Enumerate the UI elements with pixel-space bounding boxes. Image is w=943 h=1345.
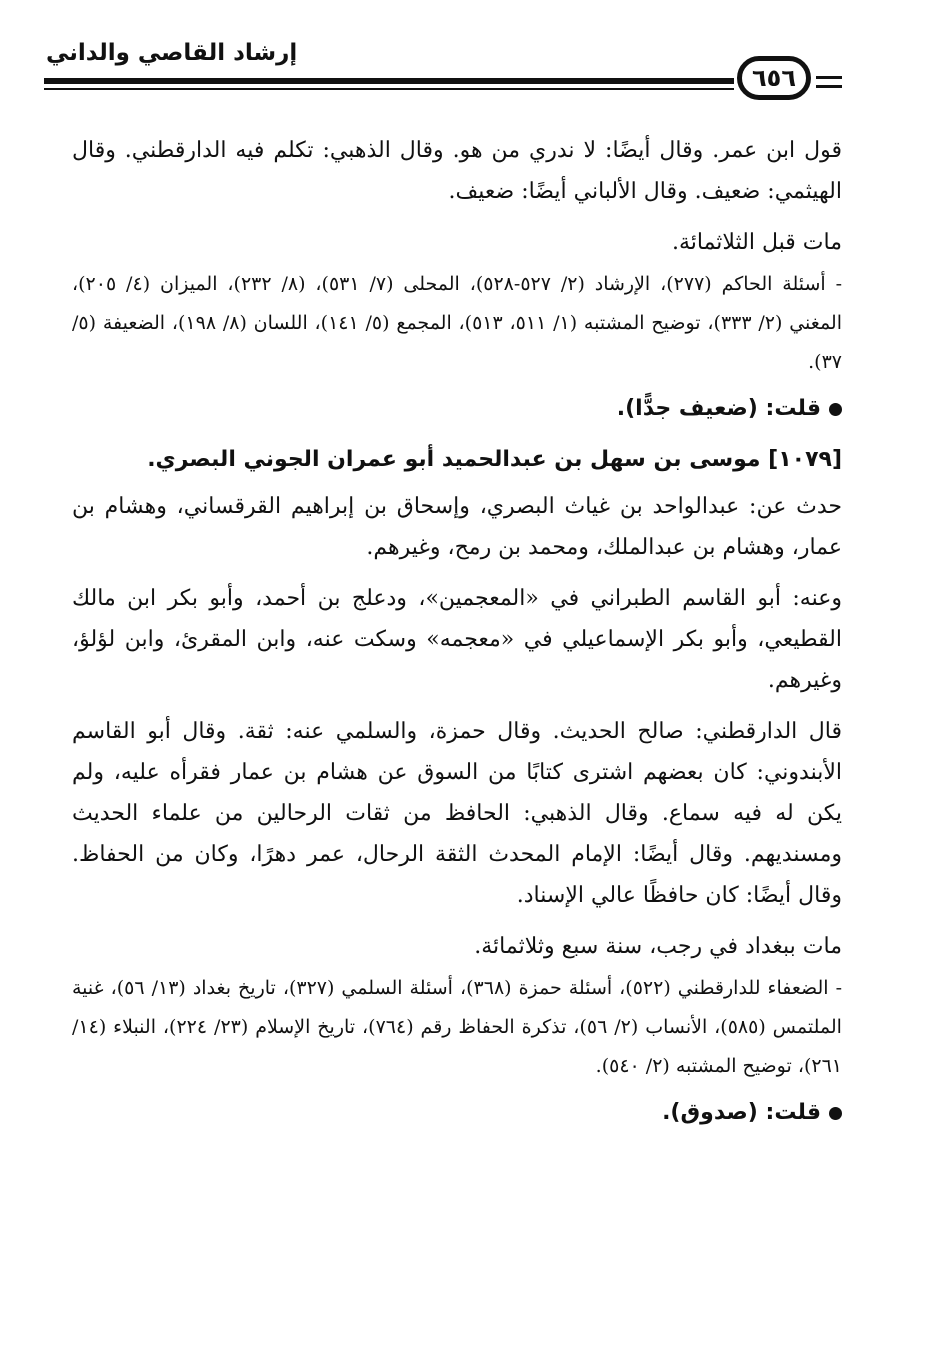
header-rule-right-bottom: [816, 85, 842, 88]
page-header: [0, 0, 943, 120]
previous-entry-sources: - أسئلة الحاكم (٢٧٧)، الإرشاد (٢/ ٥٢٧-٥٢٨)، المحلى (٧/ ٥٣١)، (٨/ ٢٣٢)، الميزان (٤/ ٢٠٥)، المغني (٢/ ٣٣٣)، توضيح المشتبه (١/ ٥١١، ٥١٣)، المجمع (٥/ ١٤١)، اللسان (٨/ ١٩٨)، الضعيفة (٥/ ٣٧).: [72, 273, 843, 373]
running-book-title: إرشاد القاصي والداني: [46, 40, 298, 66]
entry-students: وعنه: أبو القاسم الطبراني في «المعجمين»، ودعلج بن أحمد، وأبو بكر ابن مالك القطيعي، وأبو بكر الإسماعيلي في «معجمه» وسكت عنه، وابن المقرئ، وابن لؤلؤ، وغيرهم.: [72, 586, 842, 693]
entry-sources: - الضعفاء للدارقطني (٥٢٢)، أسئلة حمزة (٣٦٨)، أسئلة السلمي (٣٢٧)، تاريخ بغداد (١٣/ ٥٦)، غنية الملتمس (٥٨٥)، الأنساب (٢/ ٥٦)، تذكرة الحفاظ رقم (٧٦٤)، تاريخ الإسلام (٢٣/ ٢٢٤)، النبلاء (١٤/ ٢٦١)، توضيح المشتبه (٢/ ٥٤٠).: [72, 977, 842, 1077]
verdict-value: (صدوق).: [662, 1100, 758, 1125]
previous-entry-gradings: قول ابن عمر. وقال أيضًا: لا ندري من هو. وقال الذهبي: تكلم فيه الدارقطني. وقال الهيثمي: ضعيف. وقال الألباني أيضًا: ضعيف.: [72, 138, 842, 204]
header-rule-thick: [44, 78, 734, 84]
bullet-icon: [829, 1107, 842, 1120]
entry-teachers: حدث عن: عبدالواحد بن غياث البصري، وإسحاق بن إبراهيم القرقساني، وهشام بن عمار، وهشام بن عبدالملك، ومحمد بن رمح، وغيرهم.: [72, 494, 842, 560]
entry-heading: [١٠٧٩] موسى بن سهل بن عبدالحميد أبو عمران الجوني البصري.: [147, 447, 842, 472]
page-number: ٦٥٦: [737, 56, 811, 100]
previous-entry-death: مات قبل الثلاثمائة.: [671, 230, 842, 255]
verdict-label: قلت:: [765, 1100, 821, 1125]
page-body: [72, 130, 842, 1134]
previous-entry-verdict: [72, 388, 842, 430]
bullet-icon: [829, 403, 842, 416]
entry-verdict: [72, 1092, 842, 1134]
verdict-label: قلت:: [765, 396, 821, 421]
entry-gradings: قال الدارقطني: صالح الحديث. وقال حمزة، والسلمي عنه: ثقة. وقال أبو القاسم الأبندوني: كان بعضهم اشترى كتابًا من السوق عن هشام بن عمار فقرأه عليه، ولم يكن له فيه سماع. وقال الذهبي: الحافظ من ثقات الرحالين من علماء الحديث ومسنديهم. وقال أيضًا: الإمام المحدث الثقة الرحال، عمر دهرًا، وكان من الحفاظ. وقال أيضًا: كان حافظًا عالي الإسناد.: [72, 719, 842, 908]
verdict-value: (ضعيف جدًّا).: [616, 396, 758, 421]
header-rule-thin: [44, 88, 734, 90]
entry-death: مات ببغداد في رجب، سنة سبع وثلاثمائة.: [474, 934, 842, 959]
header-rule-right-top: [816, 76, 842, 79]
